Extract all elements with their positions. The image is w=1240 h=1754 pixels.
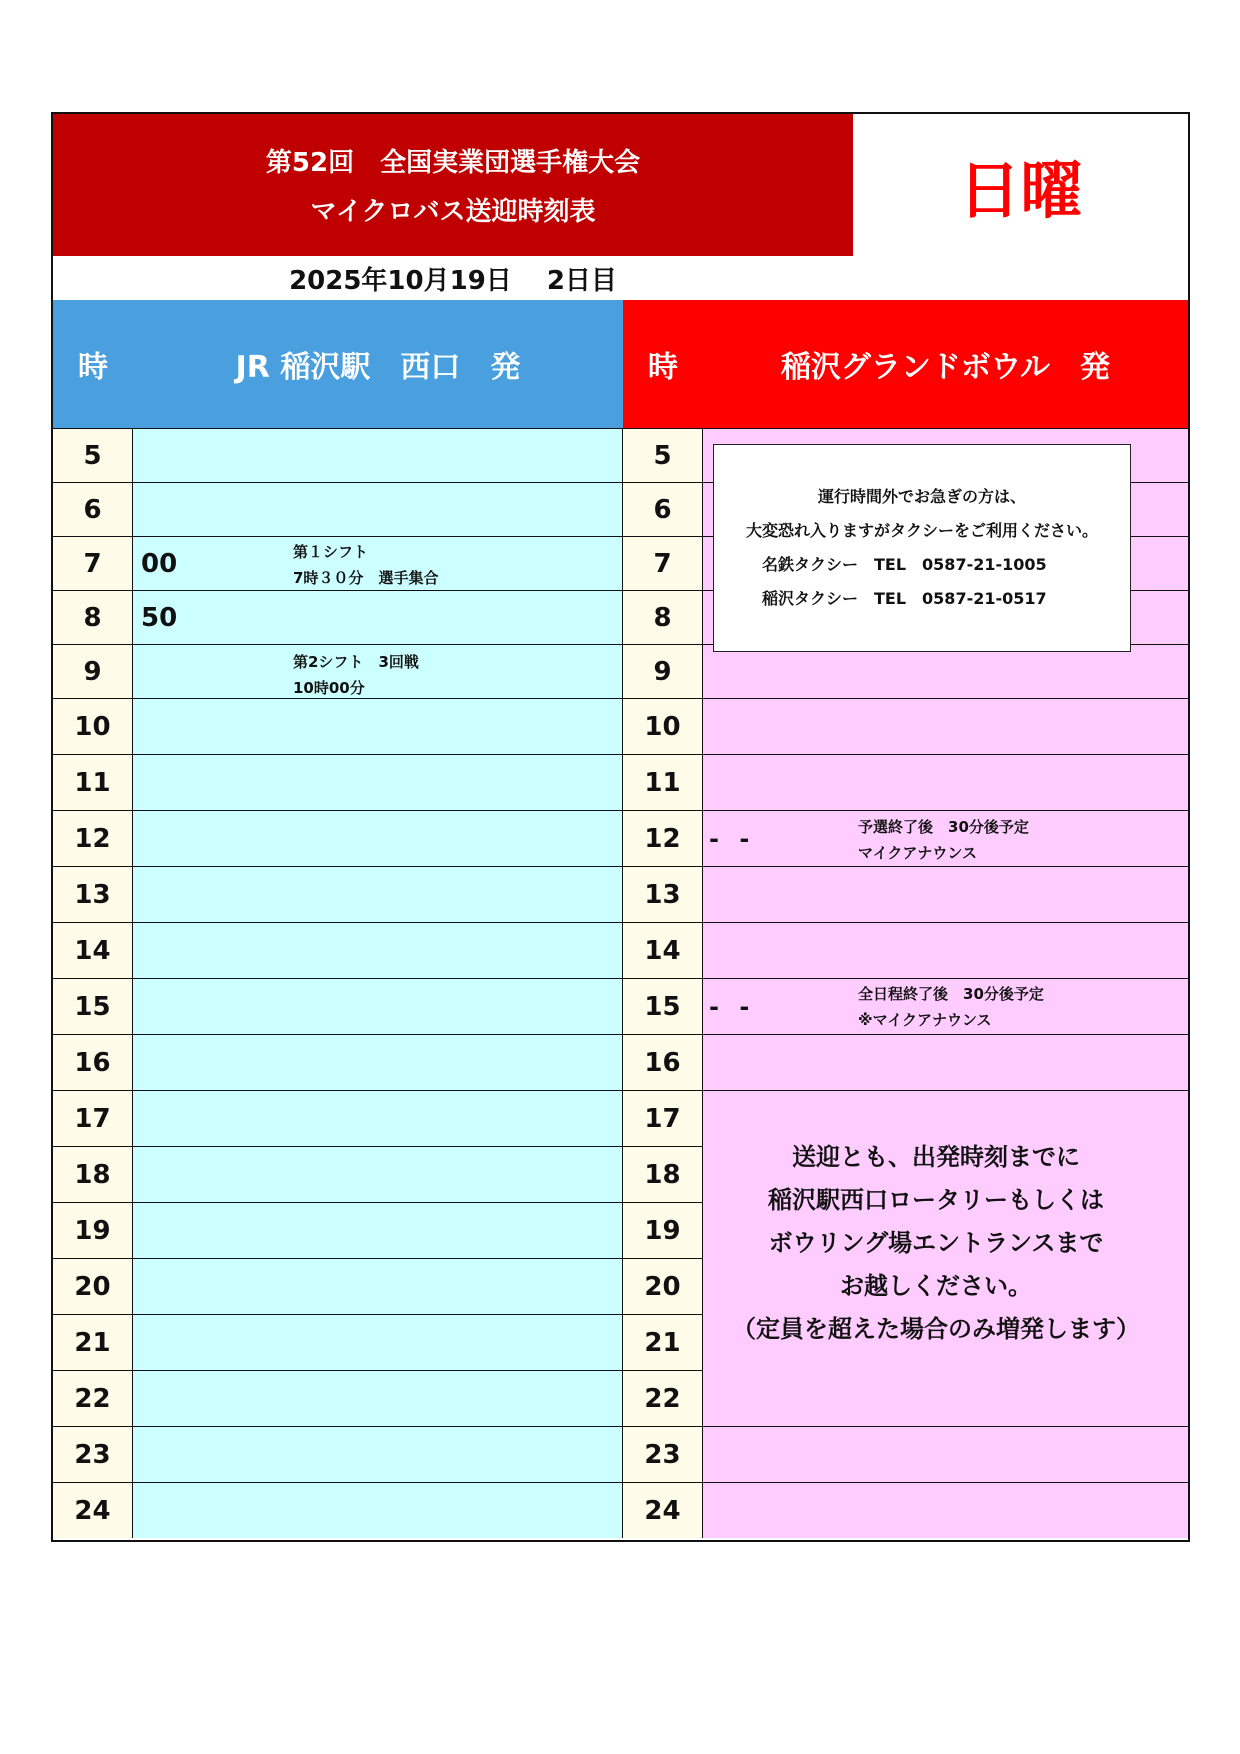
right-hour-cell: 11 [623,754,703,810]
left-hour-cell: 11 [53,754,133,810]
right-departure-cell [703,1034,1188,1090]
right-station-header: 稲沢グランドボウル 発 [703,300,1188,428]
left-note-shift1-line2: 7時３０分 選手集合 [293,569,439,587]
pickup-notice-line2: 稲沢駅西口ロータリーもしくは [768,1185,1104,1214]
left-note-shift2-line1: 第2シフト 3回戦 [293,653,419,671]
title-banner [53,114,853,256]
left-hour-cell: 18 [53,1146,133,1202]
right-hour-cell: 6 [623,482,703,536]
left-hour-cell: 9 [53,644,133,698]
left-note-shift2-line2: 10時00分 [293,679,365,697]
left-departure-cell [133,1034,623,1090]
left-hour-cell: 19 [53,1202,133,1258]
right-hour-cell: 17 [623,1090,703,1146]
right-hour-cell: 7 [623,536,703,590]
right-hour-cell: 23 [623,1426,703,1482]
pickup-notice-line5: （定員を超えた場合のみ増発します） [732,1314,1140,1343]
right-hour-cell: 22 [623,1370,703,1426]
right-hour-header: 時 [623,300,703,428]
left-departure-cell [133,698,623,754]
left-departure-cell [133,922,623,978]
right-hour-cell: 15 [623,978,703,1034]
left-departure-cell [133,482,623,536]
left-hour-cell: 21 [53,1314,133,1370]
right-note-qualifier [858,814,1029,866]
day-label: 日曜 [958,153,1083,227]
departure-dash: - - [709,824,756,853]
left-departure-cell [133,1090,623,1146]
right-hour-cell: 16 [623,1034,703,1090]
left-departure-cell [133,866,623,922]
right-note-qualifier-line2: マイクアナウンス [858,844,977,862]
left-hour-cell: 5 [53,428,133,482]
right-hour-cell: 14 [623,922,703,978]
right-hour-cell: 8 [623,590,703,644]
right-hour-cell: 13 [623,866,703,922]
meitetsu-taxi-phone: 名鉄タクシー TEL 0587-21-1005 [762,555,1047,574]
timetable-sheet [51,112,1190,1542]
departure-minute: 00 [141,548,178,579]
taxi-notice-line2: 大変恐れ入りますがタクシーをご利用ください。 [745,521,1098,540]
left-hour-cell: 8 [53,590,133,644]
event-title: 第52回 全国実業団選手権大会 [265,148,641,178]
right-departure-cell [703,644,1188,698]
taxi-notice [713,444,1131,652]
left-hour-cell: 17 [53,1090,133,1146]
right-note-final-line1: 全日程終了後 30分後予定 [858,985,1044,1003]
right-note-final [858,981,1044,1033]
left-departure-cell [133,1370,623,1426]
left-hour-cell: 7 [53,536,133,590]
left-hour-header: 時 [53,300,133,428]
right-hour-cell: 5 [623,428,703,482]
departure-minute: 50 [141,602,178,633]
left-hour-cell: 22 [53,1370,133,1426]
left-departure-cell [133,1146,623,1202]
inazawa-taxi-phone: 稲沢タクシー TEL 0587-21-0517 [762,589,1047,608]
left-hour-cell: 24 [53,1482,133,1538]
right-departure-cell [703,754,1188,810]
left-departure-cell [133,1426,623,1482]
right-departure-cell [703,866,1188,922]
left-note-shift2 [293,649,419,701]
right-note-final-line2: ※マイクアナウンス [858,1011,992,1029]
pickup-notice-line3: ボウリング場エントランスまで [768,1228,1104,1257]
right-departure-cell [703,1482,1188,1538]
right-hour-cell: 21 [623,1314,703,1370]
left-hour-cell: 6 [53,482,133,536]
right-hour-cell: 20 [623,1258,703,1314]
date-label: 2025年10月19日 2日目 [289,265,617,296]
departure-dash: - - [709,992,756,1021]
left-station-header: JR 稲沢駅 西口 発 [133,300,623,428]
left-departure-cell [133,978,623,1034]
right-hour-cell: 10 [623,698,703,754]
right-hour-cell: 24 [623,1482,703,1538]
left-departure-cell [133,1258,623,1314]
left-hour-cell: 20 [53,1258,133,1314]
left-hour-cell: 23 [53,1426,133,1482]
right-departure-cell [703,698,1188,754]
timetable-title: マイクロバス送迎時刻表 [310,197,596,227]
left-departure-cell [133,754,623,810]
right-departure-cell [703,922,1188,978]
left-departure-cell [133,1314,623,1370]
left-departure-cell [133,1202,623,1258]
right-hour-cell: 18 [623,1146,703,1202]
left-departure-cell [133,1482,623,1538]
pickup-notice-line4: お越しください。 [840,1271,1032,1300]
left-note-shift1-line1: 第１シフト [293,543,369,561]
taxi-notice-line1: 運行時間外でお急ぎの方は、 [817,487,1026,506]
left-hour-cell: 13 [53,866,133,922]
right-hour-cell: 9 [623,644,703,698]
left-departure-cell [133,810,623,866]
left-departure-cell [133,590,623,644]
pickup-notice-line1: 送迎とも、出発時刻までに [792,1142,1080,1171]
pickup-notice [680,1099,1192,1387]
left-departure-cell [133,428,623,482]
left-hour-cell: 16 [53,1034,133,1090]
right-note-qualifier-line1: 予選終了後 30分後予定 [858,818,1029,836]
left-note-shift1 [293,539,438,591]
left-hour-cell: 12 [53,810,133,866]
right-hour-cell: 12 [623,810,703,866]
right-departure-cell [703,1426,1188,1482]
left-hour-cell: 14 [53,922,133,978]
right-hour-cell: 19 [623,1202,703,1258]
left-hour-cell: 15 [53,978,133,1034]
left-hour-cell: 10 [53,698,133,754]
